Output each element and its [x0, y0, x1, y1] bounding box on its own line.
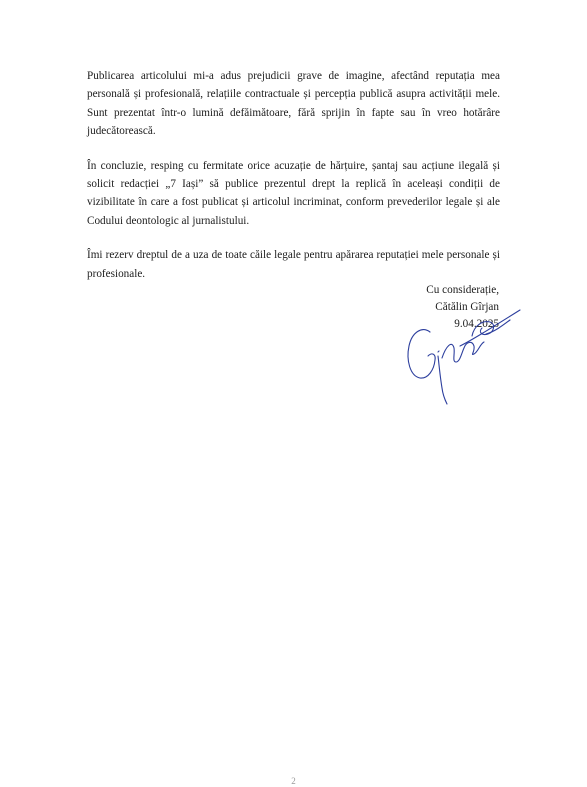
handwritten-signature — [402, 296, 522, 408]
page-number: 2 — [291, 776, 296, 786]
letter-body — [87, 67, 500, 299]
signer-name: Cătălin Gîrjan — [435, 301, 499, 313]
paragraph-conclusion: În concluzie, resping cu fermitate orice acuzație de hărțuire, șantaj sau acțiune ilegală și solicit redacției „7 Iași” să publice prezentul drept la replică în aceleași condiții de vizibilitate în care a fost publicat și articolul incriminat, conform prevederilor legale și ale Codului deontologic al jurnalistului. — [87, 159, 500, 227]
closing-salutation: Cu considerație, — [426, 284, 499, 296]
paragraph-rights-reserved: Îmi rezerv dreptul de a uza de toate căile legale pentru apărarea reputației mele personale și profesionale. — [87, 249, 500, 280]
paragraph-damages: Publicarea articolului mi-a adus prejudicii grave de imagine, afectând reputația mea personală și profesională, relațiile contractuale și percepția publică asupra activității mele. Sunt prezentat într-o lumină defăimătoare, fără sprijin în fapte sau în vreo hotărâre judecătorească. — [87, 70, 500, 138]
signature-date: 9.04.2025 — [454, 318, 499, 330]
